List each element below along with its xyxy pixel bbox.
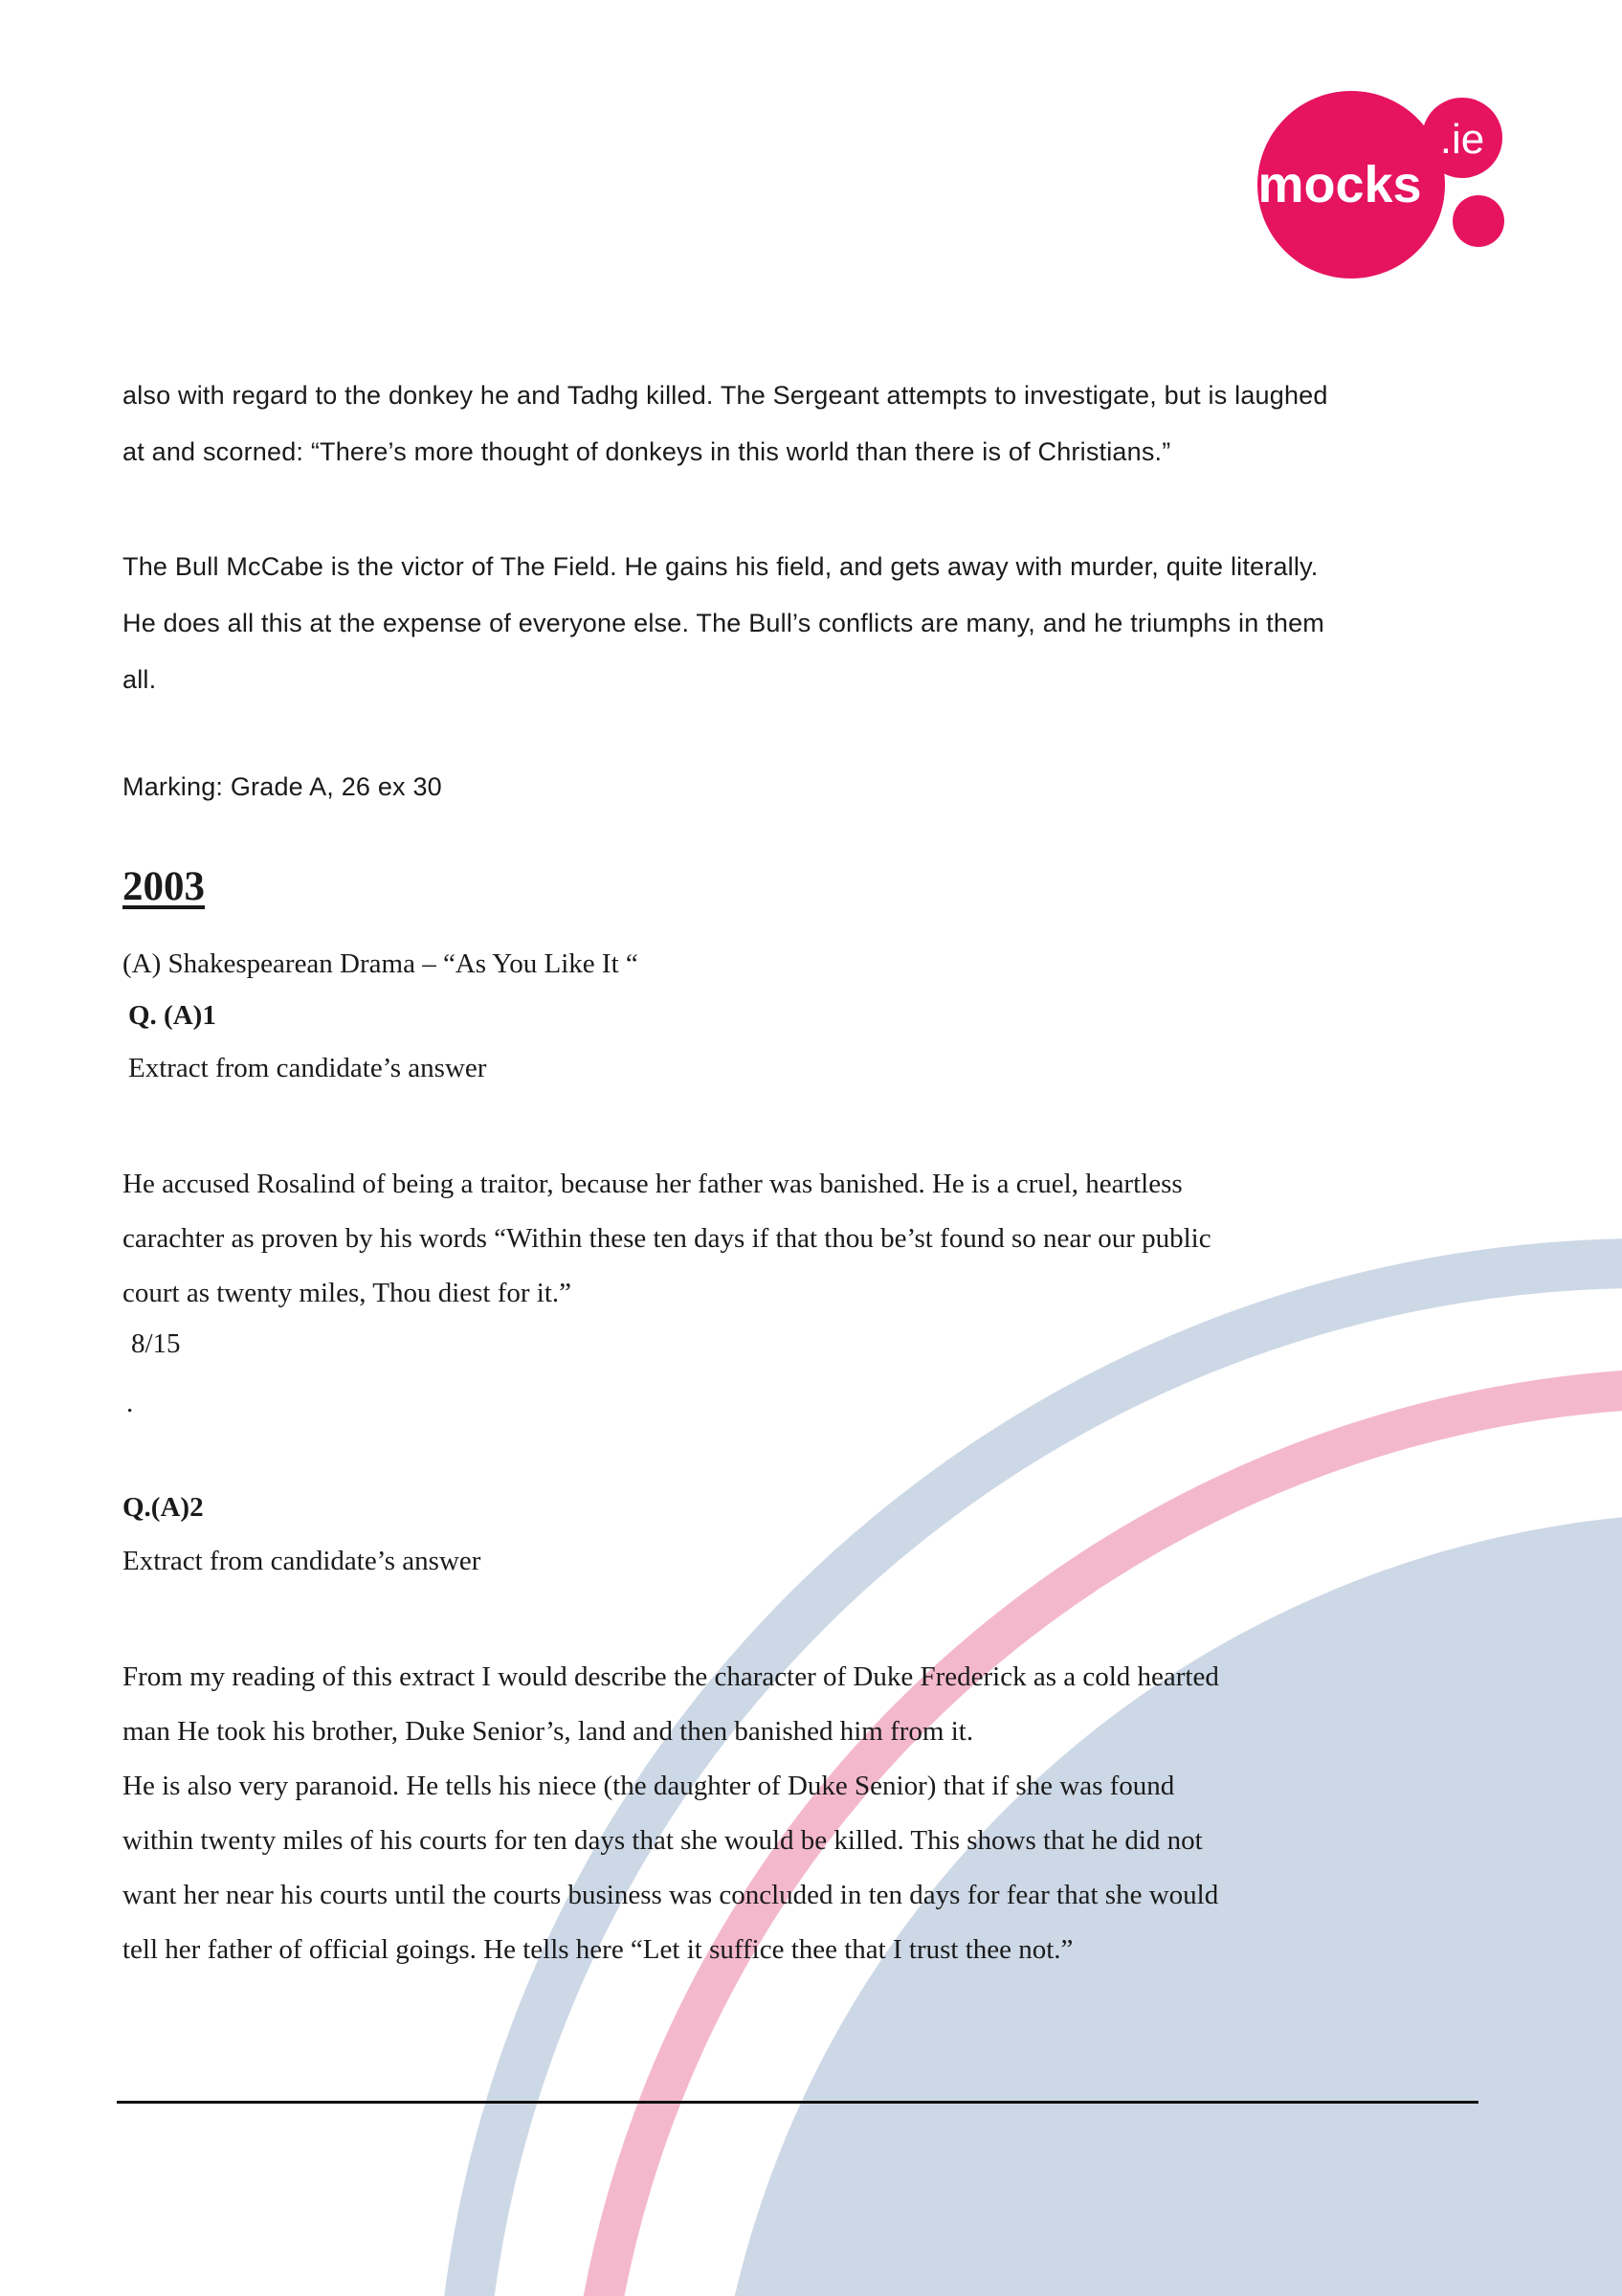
prev-paragraph-2 <box>122 539 1324 708</box>
q1-intro: Extract from candidate’s answer <box>128 1053 487 1083</box>
q2-answer-line: within twenty miles of his courts for ten days that she would be killed. This shows that he did not <box>122 1825 1203 1856</box>
q1-answer-line: carachter as proven by his words “Within these ten days if that thou be’st found so near our public <box>122 1223 1211 1254</box>
year-heading: 2003 <box>122 864 205 909</box>
footer-divider <box>117 2101 1478 2104</box>
q1-answer-line: court as twenty miles, Thou diest for it.” <box>122 1278 572 1308</box>
prev-p2-line: He does all this at the expense of everyone else. The Bull’s conflicts are many, and he triumphs in them <box>122 609 1324 637</box>
q1-score: 8/15 <box>131 1328 181 1359</box>
prev-p1-line: also with regard to the donkey he and Tadhg killed. The Sergeant attempts to investigate, but is laughed <box>122 381 1328 410</box>
prev-p1-line: at and scorned: “There’s more thought of donkeys in this world than there is of Christians.” <box>122 437 1171 466</box>
subtitle: (A) Shakespearean Drama – “As You Like It “ <box>122 948 638 979</box>
logo-wordmark: mocks <box>1257 156 1422 213</box>
logo-suffix: .ie <box>1439 116 1485 163</box>
q2-intro: Extract from candidate’s answer <box>122 1546 481 1576</box>
prev-paragraph-1 <box>122 368 1328 480</box>
q1-answer-line: He accused Rosalind of being a traitor, because her father was banished. He is a cruel, heartless <box>122 1169 1183 1199</box>
logo-small-circle <box>1453 195 1504 247</box>
q1-label: Q. (A)1 <box>128 1000 216 1031</box>
q2-label: Q.(A)2 <box>122 1492 204 1523</box>
q2-answer-line: man He took his brother, Duke Senior’s, land and then banished him from it. <box>122 1716 974 1747</box>
q2-answer-line: From my reading of this extract I would describe the character of Duke Frederick as a cold hearted <box>122 1661 1219 1692</box>
marking-line: Marking: Grade A, 26 ex 30 <box>122 772 442 801</box>
prev-p2-line: all. <box>122 665 157 694</box>
mocks-ie-logo <box>1244 77 1512 287</box>
stray-dot: . <box>126 1388 134 1418</box>
q2-answer-line: tell her father of official goings. He tells here “Let it suffice thee that I trust thee not.” <box>122 1934 1074 1965</box>
q2-answer-line: want her near his courts until the courts business was concluded in ten days for fear that she would <box>122 1880 1219 1910</box>
q2-answer <box>122 1650 1219 1977</box>
q2-answer-line: He is also very paranoid. He tells his niece (the daughter of Duke Senior) that if she was found <box>122 1771 1175 1801</box>
prev-p2-line: The Bull McCabe is the victor of The Field. He gains his field, and gets away with murder, quite literally. <box>122 552 1319 581</box>
q1-answer <box>122 1157 1211 1321</box>
